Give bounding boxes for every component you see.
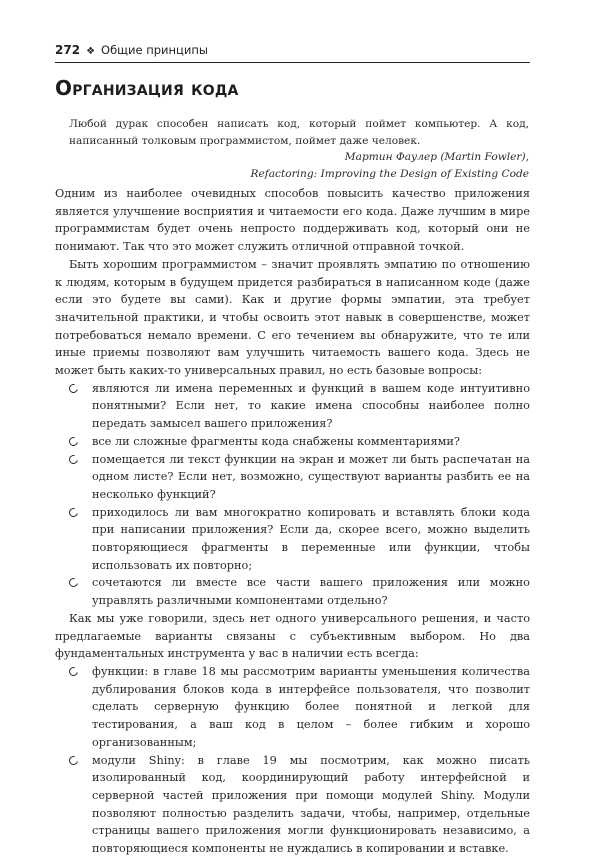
paragraph: Одним из наиболее очевидных способов повысить качество приложения является улучшение восприятия и читаемости его кода. Даже лучшим в мире программистам будет очень непросто поддерживать код, который они не понимают. Так что это может служить отличной отправной точкой. <box>55 187 530 254</box>
bullet-icon <box>67 665 79 677</box>
list-item <box>55 380 530 433</box>
tools-list <box>55 663 530 858</box>
list-item <box>55 433 530 451</box>
list-item-text: помещается ли текст функции на экран и может ли быть распечатан на одном листе? Если нет, возможно, существуют варианты разбить ее на несколько функций? <box>92 452 530 501</box>
list-item-text: функции: в главе 18 мы рассмотрим варианты уменьшения количества дублирования блоков кода в интерфейсе пользователя, что позволит сделать серверную функцию более понятной и легкой для тестирования, а ваш код в целом – более гибким и хорошо организованным; <box>92 664 530 749</box>
epigraph-author: Мартин Фаулер (Martin Fowler), <box>344 151 529 163</box>
header-divider <box>55 62 530 63</box>
paragraph: Как мы уже говорили, здесь нет одного универсального решения, и часто предлагаемые варианты связаны с субъективным выбором. Но два фундаментальных инструмента у вас в наличии есть всегда: <box>55 611 530 661</box>
list-item-text: модули Shiny: в главе 19 мы посмотрим, как можно писать изолированный код, координирующий работу интерфейсной и серверной частей приложения при помощи модулей Shiny. Модули позволяют полностью разделить задачи, чтобы, например, отдельные страницы вашего приложения могли функционировать независимо, а повторяющиеся компоненты не нуждались в копировании и вставке. <box>92 753 530 856</box>
bullet-icon <box>67 435 79 447</box>
bullet-icon <box>67 453 79 465</box>
paragraph: Быть хорошим программистом – значит проявлять эмпатию по отношению к людям, которым в будущем придется разбираться в написанном коде (даже если это будете вы сами). Как и другие формы эмпатии, эта требует значительной практики, и чтобы освоить этот навык в совершенстве, может потребоваться немало времени. С его течением вы обнаружите, что те или иные приемы позволяют вам улучшить читаемость вашего кода. Здесь не может быть каких-то универсальных правил, но есть базовые вопросы: <box>55 257 530 378</box>
section-title: Организация кода <box>55 76 239 100</box>
questions-list <box>55 380 530 610</box>
list-item-text: сочетаются ли вместе все части вашего приложения или можно управлять различными компонентами отдельно? <box>92 576 530 608</box>
bullet-icon <box>67 577 79 589</box>
list-item <box>55 663 530 752</box>
list-item-text: все ли сложные фрагменты кода снабжены комментариями? <box>92 434 460 448</box>
list-item <box>55 504 530 575</box>
epigraph-source: Refactoring: Improving the Design of Existing Code <box>250 167 529 180</box>
bullet-icon <box>67 382 79 394</box>
list-item-text: приходилось ли вам многократно копировать и вставлять блоки кода при написании приложения? Если да, скорее всего, можно выделить повторяющиеся фрагменты в переменные или функции, чтобы использовать их повторно; <box>92 505 530 572</box>
body-text <box>55 185 530 858</box>
running-head <box>55 43 530 61</box>
page-number: 272 <box>55 43 81 57</box>
bullet-icon <box>67 754 79 766</box>
list-item <box>55 752 530 858</box>
epigraph <box>69 116 529 182</box>
list-item-text: являются ли имена переменных и функций в вашем коде интуитивно понятными? Если нет, то какие имена способны наиболее полно передать замысел вашего приложения? <box>92 381 530 431</box>
list-item <box>55 574 530 609</box>
chapter-title: Общие принципы <box>101 43 208 57</box>
epigraph-quote: Любой дурак способен написать код, который поймет компьютер. А код, написанный толковым программистом, поймет даже человек. <box>69 118 529 147</box>
ornament-icon: ❖ <box>86 46 96 57</box>
list-item <box>55 451 530 504</box>
bullet-icon <box>67 506 79 518</box>
